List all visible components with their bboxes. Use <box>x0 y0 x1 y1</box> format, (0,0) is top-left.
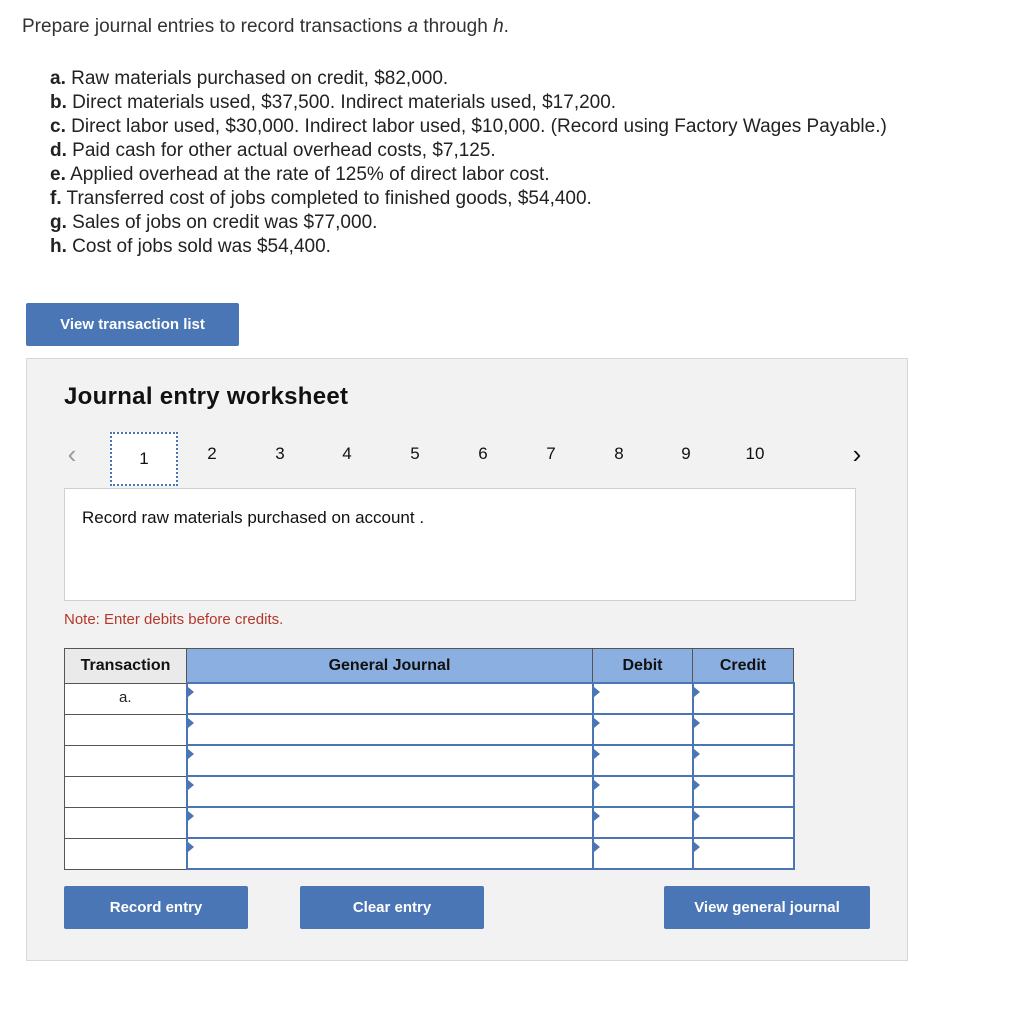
account-input[interactable] <box>188 839 592 868</box>
credit-input[interactable] <box>694 808 793 837</box>
debit-cell[interactable] <box>593 714 693 745</box>
debit-column-header: Debit <box>593 649 693 684</box>
account-cell[interactable] <box>187 745 593 776</box>
instructions-heading <box>22 16 509 38</box>
credit-cell[interactable] <box>693 776 794 807</box>
page-tab-5[interactable]: 5 <box>410 444 420 463</box>
credit-input[interactable] <box>694 684 793 713</box>
credit-input[interactable] <box>694 746 793 775</box>
table-header-row <box>65 649 794 684</box>
transaction-text: Transferred cost of jobs completed to finished goods, $54,400. <box>66 188 592 209</box>
transaction-item <box>50 211 887 235</box>
debit-cell[interactable] <box>593 776 693 807</box>
account-input[interactable] <box>188 746 592 775</box>
account-input[interactable] <box>188 684 592 713</box>
transaction-cell <box>65 745 187 776</box>
account-cell[interactable] <box>187 714 593 745</box>
instructions-to: h <box>493 16 504 37</box>
entry-instruction-box <box>64 488 856 601</box>
view-general-journal-button[interactable]: View general journal <box>664 886 870 929</box>
transaction-letter: a. <box>50 68 66 89</box>
credit-cell[interactable] <box>693 745 794 776</box>
debit-credit-note: Note: Enter debits before credits. <box>64 611 284 628</box>
credit-cell[interactable] <box>693 838 794 869</box>
transaction-item <box>50 235 887 259</box>
transaction-text: Paid cash for other actual overhead costs, $7,125. <box>72 140 496 161</box>
transaction-cell <box>65 776 187 807</box>
transaction-text: Raw materials purchased on credit, $82,000. <box>71 68 449 89</box>
debit-input[interactable] <box>594 777 692 806</box>
page-tab-2[interactable]: 2 <box>207 444 217 463</box>
transaction-letter: d. <box>50 140 67 161</box>
account-cell[interactable] <box>187 838 593 869</box>
table-row <box>65 683 794 714</box>
page-tab-1[interactable]: 1 <box>110 432 178 486</box>
table-row <box>65 807 794 838</box>
page-tab-8[interactable]: 8 <box>614 444 624 463</box>
table-row <box>65 776 794 807</box>
account-input[interactable] <box>188 777 592 806</box>
transaction-cell <box>65 714 187 745</box>
view-transaction-list-button[interactable]: View transaction list <box>26 303 239 346</box>
account-cell[interactable] <box>187 807 593 838</box>
debit-input[interactable] <box>594 746 692 775</box>
debit-cell[interactable] <box>593 745 693 776</box>
transaction-letter: h. <box>50 236 67 257</box>
transaction-item <box>50 115 887 139</box>
transaction-column-header: Transaction <box>65 649 187 684</box>
transaction-letter: c. <box>50 116 66 137</box>
page-tab-6[interactable]: 6 <box>478 444 488 463</box>
credit-cell[interactable] <box>693 807 794 838</box>
debit-cell[interactable] <box>593 683 693 714</box>
transaction-item <box>50 67 887 91</box>
transaction-letter: g. <box>50 212 67 233</box>
debit-input[interactable] <box>594 808 692 837</box>
table-row <box>65 838 794 869</box>
debit-cell[interactable] <box>593 838 693 869</box>
credit-cell[interactable] <box>693 683 794 714</box>
entry-instruction-text: Record raw materials purchased on account . <box>82 508 425 527</box>
table-row <box>65 714 794 745</box>
instructions-suffix: . <box>503 16 509 37</box>
instructions-prefix: Prepare journal entries to record transactions <box>22 16 408 37</box>
account-input[interactable] <box>188 808 592 837</box>
credit-input[interactable] <box>694 715 793 744</box>
transaction-item <box>50 139 887 163</box>
credit-column-header: Credit <box>693 649 794 684</box>
transaction-item <box>50 163 887 187</box>
debit-input[interactable] <box>594 839 692 868</box>
table-row <box>65 745 794 776</box>
worksheet-title: Journal entry worksheet <box>64 383 349 410</box>
page-tab-4[interactable]: 4 <box>342 444 352 463</box>
record-entry-button[interactable]: Record entry <box>64 886 248 929</box>
credit-cell[interactable] <box>693 714 794 745</box>
general-journal-table <box>64 648 795 870</box>
credit-input[interactable] <box>694 777 793 806</box>
general-journal-column-header: General Journal <box>187 649 593 684</box>
debit-input[interactable] <box>594 684 692 713</box>
transaction-text: Cost of jobs sold was $54,400. <box>72 236 331 257</box>
transaction-list <box>50 67 887 259</box>
transaction-letter: f. <box>50 188 62 209</box>
debit-cell[interactable] <box>593 807 693 838</box>
transaction-item <box>50 91 887 115</box>
transaction-text: Sales of jobs on credit was $77,000. <box>72 212 378 233</box>
transaction-text: Direct materials used, $37,500. Indirect materials used, $17,200. <box>72 92 617 113</box>
credit-input[interactable] <box>694 839 793 868</box>
page-tab-7[interactable]: 7 <box>546 444 556 463</box>
transaction-cell: a. <box>65 683 187 714</box>
transaction-cell <box>65 807 187 838</box>
account-cell[interactable] <box>187 776 593 807</box>
transaction-cell <box>65 838 187 869</box>
page-tab-3[interactable]: 3 <box>275 444 285 463</box>
transaction-text: Direct labor used, $30,000. Indirect labor used, $10,000. (Record using Factory Wages Payable.) <box>71 116 887 137</box>
clear-entry-button[interactable]: Clear entry <box>300 886 484 929</box>
transaction-text: Applied overhead at the rate of 125% of direct labor cost. <box>70 164 550 185</box>
chevron-left-icon[interactable]: ‹ <box>67 439 77 469</box>
account-cell[interactable] <box>187 683 593 714</box>
transaction-letter: b. <box>50 92 67 113</box>
instructions-from: a <box>407 16 419 37</box>
debit-input[interactable] <box>594 715 692 744</box>
instructions-middle: through <box>418 16 494 37</box>
page-tab-10[interactable]: 10 <box>745 444 765 463</box>
transaction-letter: e. <box>50 164 66 185</box>
transaction-item <box>50 187 887 211</box>
account-input[interactable] <box>188 715 592 744</box>
chevron-right-icon[interactable]: › <box>852 439 862 469</box>
page-tab-9[interactable]: 9 <box>681 444 691 463</box>
